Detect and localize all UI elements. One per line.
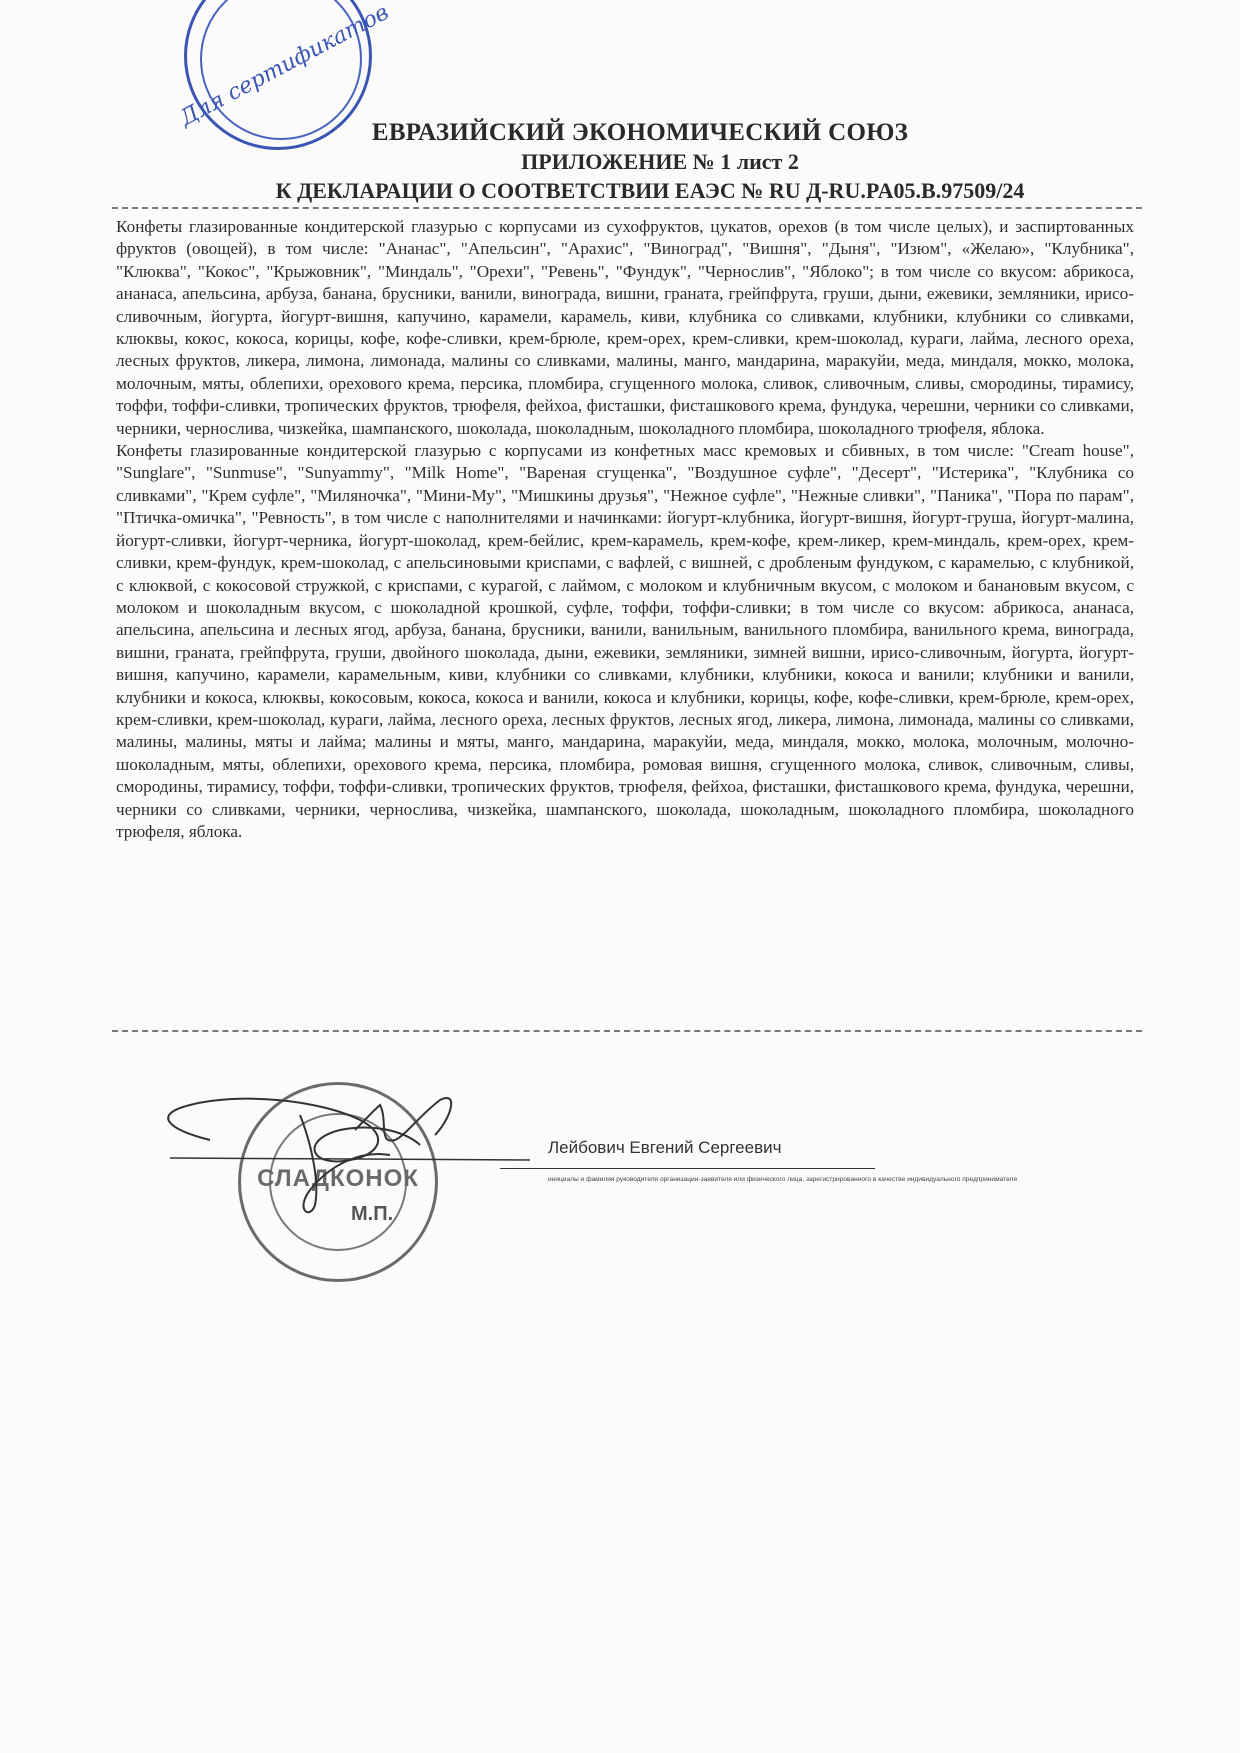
document-body — [116, 216, 1134, 843]
bottom-divider — [112, 1030, 1142, 1032]
product-description-2: Конфеты глазированные кондитерской глазурью с корпусами из конфетных масс кремовых и сбивных, в том числе: "Cream house", "Sunglare", "Sunmuse", "Sunyammy", "Milk Home", "Вареная сгущенка", "Воздушное суфле", "Десерт", "Истерика", "Клубника со сливками", "Крем суфле", "Миляночка", "Мини-Му", "Мишкины друзья", "Нежное суфле", "Нежные сливки", "Паника", "Пора по парам", "Птичка-омичка", "Ревность", в том числе с наполнителями и начинками: йогурт-клубника, йогурт-вишня, йогурт-груша, йогурт-малина, йогурт-сливки, йогурт-черника, йогурт-шоколад, крем-бейлис, крем-карамель, крем-кофе, крем-ликер, крем-миндаль, крем-орех, крем-сливки, крем-фундук, крем-шоколад, с апельсиновыми криспами, с вафлей, с вишней, с дробленым фундуком, с карамелью, с клубникой, с клюквой, с кокосовой стружкой, с криспами, с курагой, с лаймом, с молоком и клубничным вкусом, с молоком и банановым вкусом, с молоком и шоколадным вкусом, с шоколадной крошкой, суфле, тоффи, тоффи-сливки; в том числе со вкусом: абрикоса, ананаса, апельсина, апельсина и лесных ягод, арбуза, банана, брусники, ванили, ванильным, ванильного пломбира, ванильного крема, винограда, вишни, граната, грейпфрута, груши, двойного шоколада, дыни, ежевики, земляники, зимней вишни, ирисо-сливочным, йогурта, йогурт-вишня, капучино, карамели, карамельным, киви, клубники со сливками, клубники, клубники, кокоса и ванили; клубники и ванили, клубники и кокоса, клюквы, кокосовым, кокоса, кокоса и ванили, кокоса и клубники, корицы, кофе, кофе-сливки, крем-брюле, крем-орех, крем-сливки, крем-шоколад, кураги, лайма, лесного ореха, лесных фруктов, лесных ягод, ликера, лимона, лимонада, малины со сливками, малины, малины, мяты и лайма; малины и мяты, манго, мандарина, маракуйи, меда, миндаля, мокко, молока, молочным, молочно-шоколадным, мяты, облепихи, орехового крема, персика, пломбира, ромовая вишня, сгущенного молока, сливок, сливочным, сливы, смородины, тирамису, тоффи, тоффи-сливки, тропических фруктов, трюфеля, фейхоа, фисташки, фисташкового крема, фундука, черешни, черники со сливками, черники, чернослива, чизкейка, шампанского, шоколада, шоколадным, шоколадного пломбира, шоколадного трюфеля, яблока. — [116, 441, 1134, 841]
handwritten-signature — [150, 1060, 570, 1260]
product-description-1: Конфеты глазированные кондитерской глазурью с корпусами из сухофруктов, цукатов, орехов (в том числе целых), и заспиртованных фруктов (овощей), в том числе: "Ананас", "Апельсин", "Арахис", "Виноград", "Вишня", "Дыня", "Изюм", «Желаю», "Клубника", "Клюква", "Кокос", "Крыжовник", "Миндаль", "Орехи", "Ревень", "Фундук", "Чернослив", "Яблоко"; в том числе со вкусом: абрикоса, ананаса, апельсина, арбуза, банана, брусники, ванили, винограда, вишни, граната, грейпфрута, груши, дыни, ежевики, земляники, ирисо-сливочным, йогурта, йогурт-вишня, капучино, карамели, карамель, киви, клубника со сливками, клубники, клубники со сливками, клюквы, кокос, кокоса, корицы, кофе, кофе-сливки, крем-брюле, крем-орех, крем-сливки, крем-шоколад, кураги, лайма, лесного ореха, лесных фруктов, ликера, лимона, лимонада, малины со сливками, малины, манго, мандарина, маракуйи, меда, миндаля, мокко, молока, молочным, мяты, облепихи, орехового крема, персика, пломбира, сгущенного молока, сливок, сливочным, сливы, смородины, тирамису, тоффи, тоффи-сливки, тропических фруктов, трюфеля, фейхоа, фисташки, фисташкового крема, фундука, черешни, черники со сливками, черники, чернослива, чизкейка, шампанского, шоколада, шоколадным, шоколадного пломбира, шоколадного трюфеля, яблока. — [116, 217, 1134, 438]
declaration-title: К ДЕКЛАРАЦИИ О СООТВЕТСТВИИ ЕАЭС № RU Д-RU.PA05.В.97509/24 — [275, 178, 1025, 203]
appendix-title: ПРИЛОЖЕНИЕ № 1 лист 2 — [521, 149, 799, 174]
signature-block — [150, 1060, 1110, 1310]
seal-label: М.П. — [351, 1203, 394, 1225]
signature-line — [500, 1168, 875, 1169]
signatory-name: Лейбович Евгений Сергеевич — [548, 1138, 782, 1157]
union-title: ЕВРАЗИЙСКИЙ ЭКОНОМИЧЕСКИЙ СОЮЗ — [371, 119, 909, 146]
stamp-text: Для сертификатов — [176, 0, 394, 132]
top-divider — [112, 207, 1142, 209]
document-header — [0, 118, 1240, 205]
signatory-caption: инициалы и фамилия руководителя организации-заявителя или физического лица, зарегистрированного в качестве индивидуального предпринимателя — [548, 1176, 1017, 1183]
seal-company-text: СЛАДКОНОК — [257, 1165, 419, 1192]
